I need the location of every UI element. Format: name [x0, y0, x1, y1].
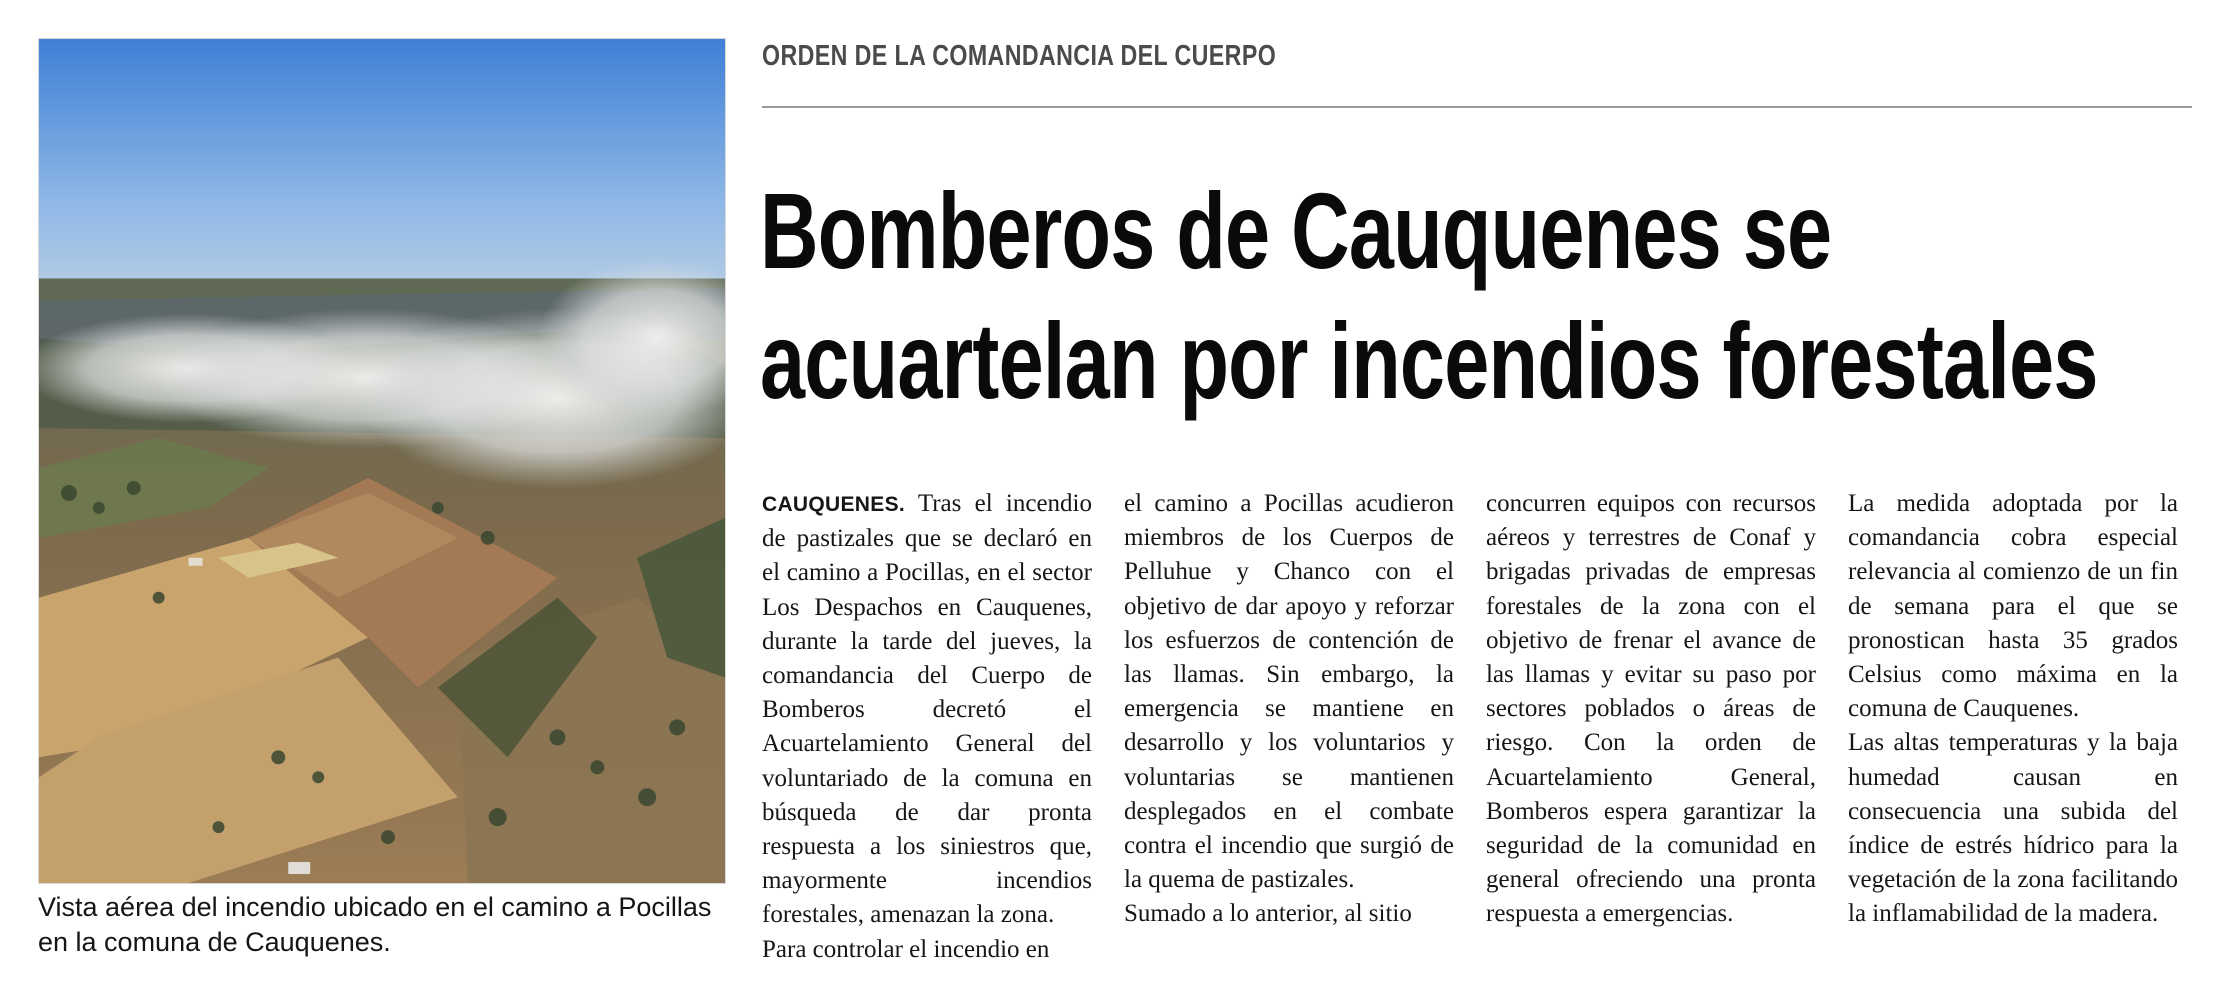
paragraph-text: Tras el incendio de pastizales que se declaró en el camino a Pocillas, en el sector Los Despachos en Cauquenes, durante la tarde del jueves, la comandancia del Cuerpo de Bomberos decretó el Acuartelamiento General del voluntariado de la comuna en búsqueda de dar pronta respuesta a los siniestros que, mayormente incendios forestales, amenazan la zona.	[762, 490, 1092, 929]
dateline: CAUQUENES.	[762, 493, 906, 516]
headline-line-1: Bomberos de Cauquenes se	[760, 170, 1832, 291]
divider-rule	[762, 106, 2192, 108]
body-column-2	[1124, 487, 1454, 932]
paragraph: La medida adoptada por la comandancia cobra especial relevancia al comienzo de un fin de semana para el que se pronostican hasta 35 grados Celsius como máxima en la comuna de Cauquenes.	[1848, 490, 2178, 723]
aerial-fire-illustration	[39, 39, 725, 883]
paragraph: Para controlar el incendio en	[762, 935, 1050, 963]
section-kicker: ORDEN DE LA COMANDANCIA DEL CUERPO	[762, 40, 1277, 72]
body-column-3	[1486, 487, 1816, 932]
paragraph	[762, 487, 1092, 933]
paragraph: Las altas temperaturas y la baja humedad causan en consecuencia una subida del índice de estrés hídrico para la vegetación de la zona facilitando la inflamabilidad de la madera.	[1848, 729, 2178, 928]
body-column-1	[762, 487, 1092, 967]
headline	[760, 166, 2098, 426]
headline-line-2: acuartelan por incendios forestales	[760, 300, 2098, 421]
photo-caption: Vista aérea del incendio ubicado en el camino a Pocillas en la comuna de Cauquenes.	[38, 892, 712, 957]
paragraph: Sumado a lo anterior, al sitio	[1124, 900, 1412, 928]
paragraph: el camino a Pocillas acudieron miembros de los Cuerpos de Pelluhue y Chanco con el objetivo de dar apoyo y reforzar los esfuerzos de contención de las llamas. Sin embargo, la emergencia se mantiene en desarrollo y los voluntarios y voluntarias se mantienen desplegados en el combate contra el incendio que surgió de la quema de pastizales.	[1124, 490, 1454, 894]
paragraph: concurren equipos con recursos aéreos y terrestres de Conaf y brigadas privadas de empresas forestales de la zona con el objetivo de frenar el avance de las llamas y evitar su paso por sectores poblados o áreas de riesgo. Con la orden de Acuartelamiento General, Bomberos espera garantizar la seguridad de la comunidad en general ofreciendo una pronta respuesta a emergencias.	[1486, 490, 1816, 928]
body-column-4	[1848, 487, 2178, 932]
aerial-fire-photo	[38, 38, 726, 884]
